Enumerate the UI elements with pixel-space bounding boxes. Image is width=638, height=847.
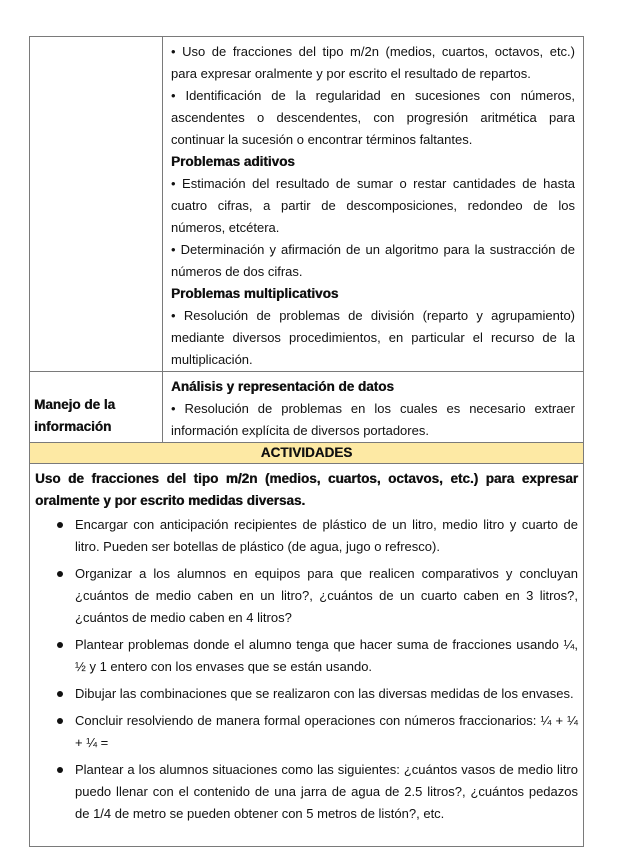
content-line: • Estimación del resultado de sumar o restar cantidades de hasta cuatro cifras, a partir de descomposiciones, redondeo de los números, etcétera. [171,176,575,235]
heading-problemas-aditivos: Problemas aditivos [171,154,295,169]
content-line: • Resolución de problemas de división (reparto y agrupamiento) mediante diversos procedimientos, en particular el recurso de la multiplicación. [171,308,575,367]
list-item [35,683,578,705]
axis-label [34,394,115,438]
list-item [35,634,578,678]
list-item-text: Plantear problemas donde el alumno tenga que hacer suma de fracciones usando ¼, ½ y 1 entero con los envases que se están usando. [75,637,578,674]
bullet-icon [57,767,63,773]
list-item-text: Plantear a los alumnos situaciones como las siguientes: ¿cuántos vasos de medio litro puedo llenar con el contenido de una jarra de agua de 2.5 litros?, ¿cuántos pedazos de 1/4 de metro se pueden obtener con 5 metros de listón?, etc. [75,762,578,821]
axis-label-line: información [34,419,112,434]
content-line: • Uso de fracciones del tipo m/2n (medios, cuartos, octavos, etc.) para expresar oralmente y por escrito el resultado de repartos. [171,44,575,81]
list-item-text: Encargar con anticipación recipientes de plástico de un litro, medio litro y cuarto de litro. Pueden ser botellas de plástico (de agua, jugo o refresco). [75,517,578,554]
contents-cell [163,37,583,371]
content-line: • Resolución de problemas en los cuales es necesario extraer información explícita de diversos portadores. [171,401,575,438]
content-line: • Identificación de la regularidad en sucesiones con números, ascendentes o descendentes, con progresión aritmética para continuar la sucesión o encontrar términos faltantes. [171,88,575,147]
list-item-text: Concluir resolviendo de manera formal operaciones con números fraccionarios: ¼ + ¼ + ¼ = [75,713,578,750]
list-item-text: Organizar a los alumnos en equipos para que realicen comparativos y concluyan ¿cuántos de medio caben en un litro?, ¿cuántos de un cuarto caben en 3 litros?, ¿cuántos de medio caben en 4 litros? [75,566,578,625]
axis-label-line: Manejo de la [34,397,116,412]
list-item [35,514,578,558]
list-item [35,710,578,754]
activities-body [30,464,583,846]
info-contents-cell [163,372,583,442]
axis-cell [30,372,163,442]
activities-title: Uso de fracciones del tipo m/2n (medios, cuartos, octavos, etc.) para expresar oralmente y por escrito medidas diversas. [35,471,578,508]
list-item [35,563,578,629]
heading-analisis-datos: Análisis y representación de datos [171,379,394,394]
bullet-icon [57,571,63,577]
info-row [30,372,583,443]
activities-header: ACTIVIDADES [30,443,583,464]
activities-list [35,514,578,825]
content-line: • Determinación y afirmación de un algoritmo para la sustracción de números de dos cifras. [171,242,575,279]
heading-problemas-multiplicativos: Problemas multiplicativos [171,286,339,301]
list-item-text: Dibujar las combinaciones que se realizaron con las diversas medidas de los envases. [75,686,574,701]
curriculum-table [29,36,584,847]
list-item [35,759,578,825]
bullet-icon [57,642,63,648]
bullet-icon [57,522,63,528]
empty-axis-cell [30,37,163,371]
bullet-icon [57,691,63,697]
bullet-icon [57,718,63,724]
contents-row [30,37,583,372]
